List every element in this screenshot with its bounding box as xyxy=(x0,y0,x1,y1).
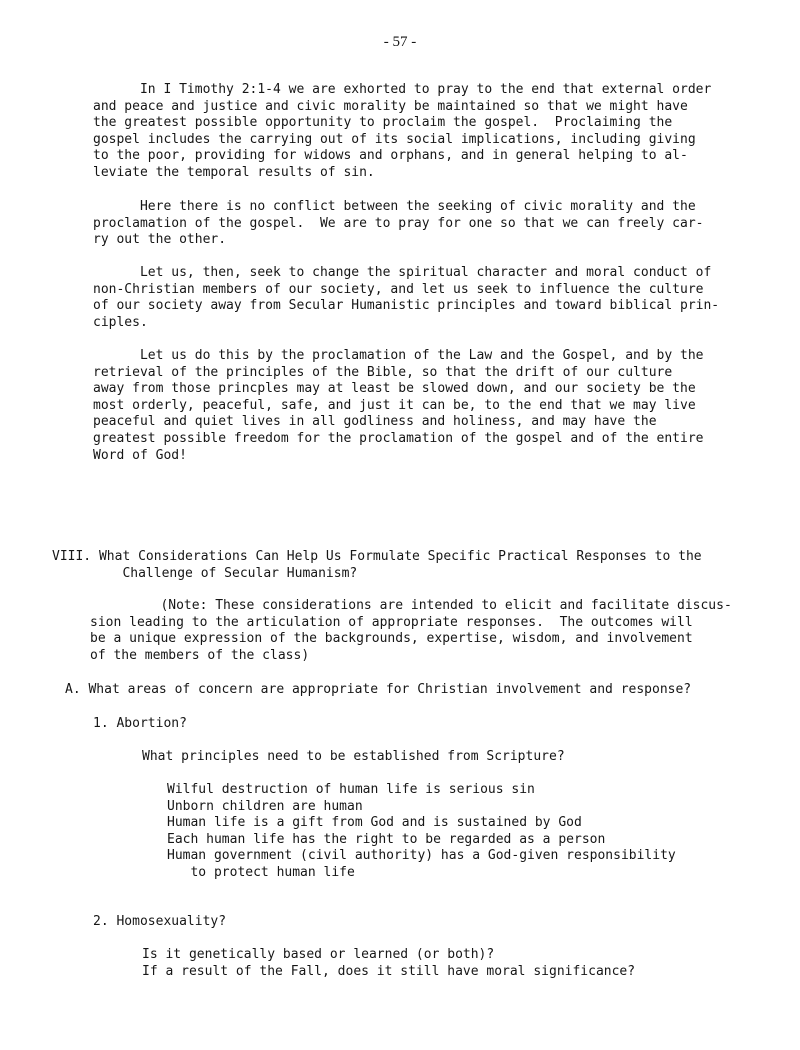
text-line: away from those princples may at least be slowed down, and our society be the xyxy=(93,381,696,397)
text-line: the greatest possible opportunity to proclaim the gospel. Proclaiming the xyxy=(93,115,673,131)
section-note xyxy=(90,598,732,664)
list-item: Wilful destruction of human life is serious sin xyxy=(167,782,535,797)
text-line: (Note: These considerations are intended to elicit and facilitate discus- xyxy=(90,598,732,613)
item-1-title xyxy=(93,716,187,733)
text-line: most orderly, peaceful, safe, and just it can be, to the end that we may live xyxy=(93,397,696,413)
text-line: VIII. What Considerations Can Help Us Formulate Specific Practical Responses to the xyxy=(52,549,702,564)
list-item: If a result of the Fall, does it still have moral significance? xyxy=(142,963,636,979)
item-1-principles xyxy=(167,782,676,882)
list-item: Is it genetically based or learned (or both)? xyxy=(142,947,495,962)
text-line: Word of God! xyxy=(93,447,187,463)
text-line: A. What areas of concern are appropriate for Christian involvement and response? xyxy=(65,682,692,697)
subheading-a xyxy=(65,682,691,699)
list-item: Human government (civil authority) has a God-given responsibility xyxy=(167,848,676,864)
text-line: be a unique expression of the backgrounds, expertise, wisdom, and involvement xyxy=(90,631,693,647)
text-line: Here there is no conflict between the seeking of civic morality and the xyxy=(93,199,696,214)
list-item: Each human life has the right to be regarded as a person xyxy=(167,831,606,847)
text-line: 1. Abortion? xyxy=(93,716,187,731)
text-line: In I Timothy 2:1-4 we are exhorted to pray to the end that external order xyxy=(93,82,712,97)
text-line: non-Christian members of our society, and let us seek to influence the culture xyxy=(93,281,704,297)
text-line: to the poor, providing for widows and orphans, and in general helping to al- xyxy=(93,148,688,164)
section-heading xyxy=(52,549,702,582)
text-line: Let us do this by the proclamation of the Law and the Gospel, and by the xyxy=(93,348,704,363)
text-line: ciples. xyxy=(93,314,148,330)
text-line: Let us, then, seek to change the spiritual character and moral conduct of xyxy=(93,265,712,280)
intro-paragraph-1 xyxy=(93,82,711,182)
text-line: and peace and justice and civic morality be maintained so that we might have xyxy=(93,98,688,114)
list-item: Unborn children are human xyxy=(167,798,363,814)
text-line: of our society away from Secular Humanistic principles and toward biblical prin- xyxy=(93,298,720,314)
text-line: retrieval of the principles of the Bible, so that the drift of our culture xyxy=(93,364,673,380)
text-line: proclamation of the gospel. We are to pray for one so that we can freely car- xyxy=(93,215,704,231)
text-line: sion leading to the articulation of appropriate responses. The outcomes will xyxy=(90,614,693,630)
text-line: What principles need to be established from Scripture? xyxy=(142,749,565,764)
list-item: to protect human life xyxy=(167,864,355,880)
intro-paragraph-3 xyxy=(93,265,719,331)
list-item: Human life is a gift from God and is sustained by God xyxy=(167,815,582,831)
text-line: of the members of the class) xyxy=(90,647,310,663)
intro-paragraph-2 xyxy=(93,199,703,249)
text-line: Challenge of Secular Humanism? xyxy=(52,565,358,581)
page-number: - 57 - xyxy=(383,34,417,50)
item-2-questions xyxy=(142,947,635,980)
text-line: ry out the other. xyxy=(93,232,227,248)
text-line: greatest possible freedom for the proclamation of the gospel and of the entire xyxy=(93,430,704,446)
text-line: leviate the temporal results of sin. xyxy=(93,164,375,180)
text-line: gospel includes the carrying out of its social implications, including giving xyxy=(93,131,696,147)
intro-paragraph-4 xyxy=(93,348,703,464)
item-1-question xyxy=(142,749,565,766)
text-line: 2. Homosexuality? xyxy=(93,914,227,929)
item-2-title xyxy=(93,914,226,931)
text-line: peaceful and quiet lives in all godliness and holiness, and may have the xyxy=(93,414,657,430)
